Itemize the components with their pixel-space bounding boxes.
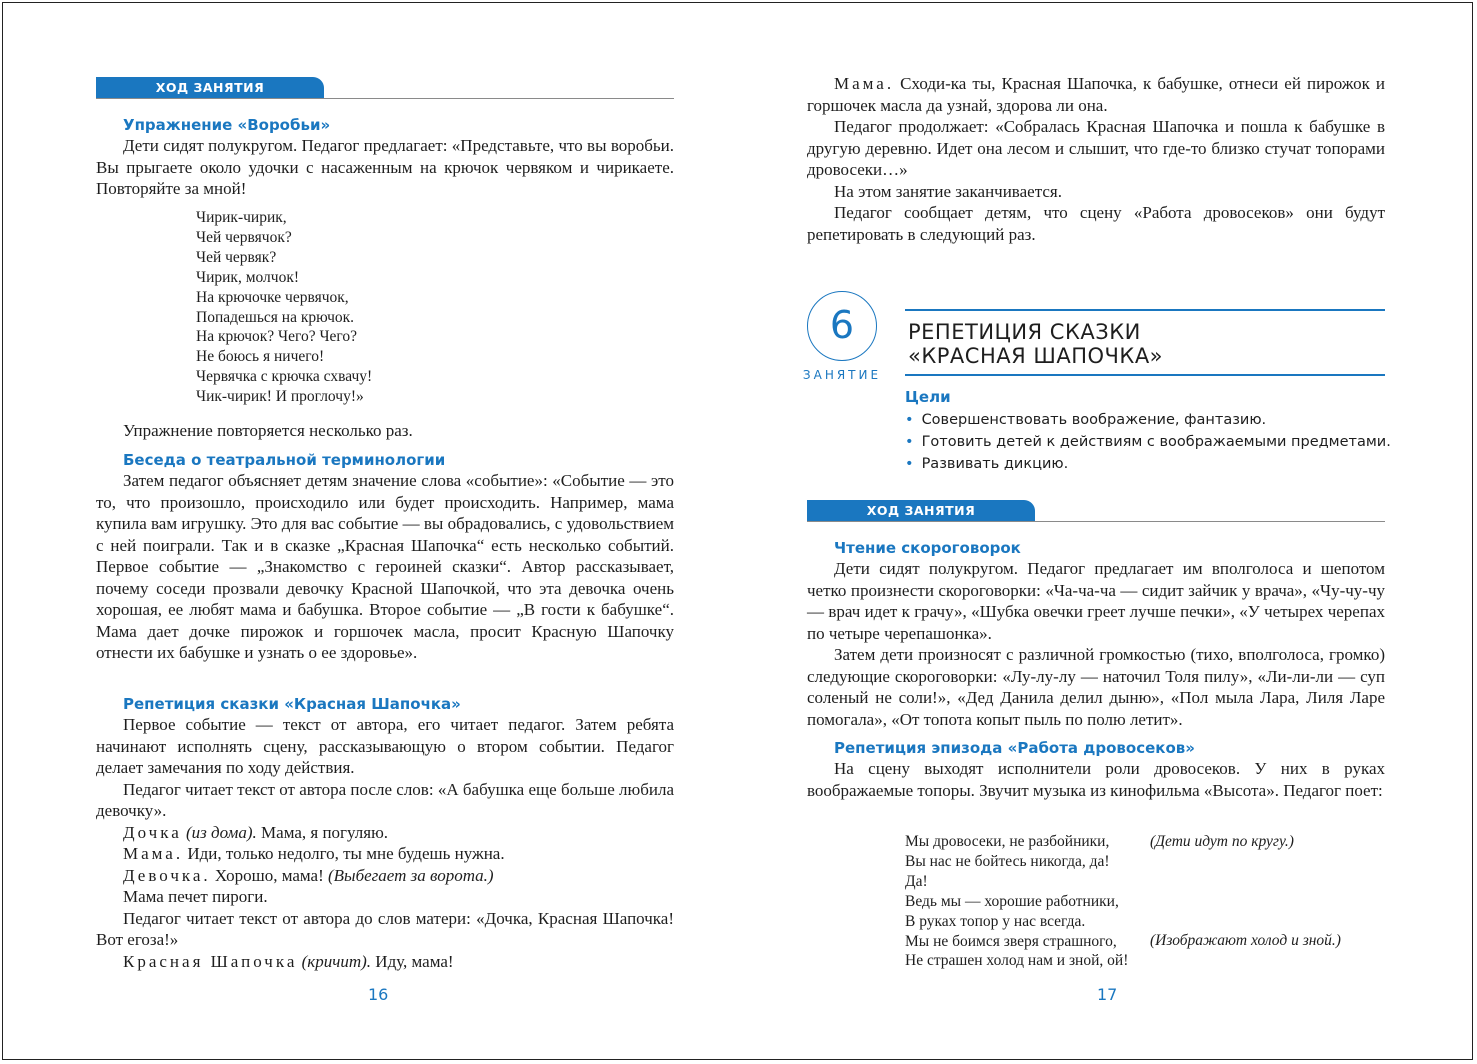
paragraph-text: На этом занятие заканчивается. — [834, 181, 1062, 201]
verse-line: Чирик, молчок! — [196, 268, 300, 286]
bullet-icon: • — [905, 412, 914, 428]
verse-line: Вы нас не бойтесь никогда, да! — [905, 852, 1110, 870]
goal-item — [905, 431, 1391, 453]
lesson-title-line: РЕПЕТИЦИЯ СКАЗКИ — [908, 320, 1141, 344]
paragraph-text: Мама печет пироги. — [123, 887, 268, 906]
paragraph — [96, 420, 674, 442]
exercise-title: Репетиция сказки «Красная Шапочка» — [123, 695, 461, 713]
dialogue-line — [807, 73, 1385, 116]
verse-line: Чей червяк? — [196, 248, 277, 266]
verse-line: Ведь мы — хорошие работники, — [905, 892, 1119, 910]
speaker-name: Красная Шапочка — [123, 951, 298, 971]
section-tab: ХОД ЗАНЯТИЯ — [96, 77, 324, 99]
verse-line: Попадешься на крючок. — [196, 308, 355, 326]
exercise-title: Чтение скороговорок — [834, 539, 1021, 557]
speaker-name: Мама. — [834, 74, 895, 93]
speaker-name: Девочка. — [123, 865, 211, 885]
poem — [196, 208, 372, 407]
line-text: Иди, только недолго, ты мне будешь нужна. — [187, 844, 505, 863]
paragraph-text: Дети сидят полукругом. Педагог предлагает: «Представьте, что вы воробьи. Вы прыгаете около удочки с насаженным на крючок червяком и чирикаете. Повторяйте за мной! — [96, 136, 674, 198]
stage-direction: (кричит). — [301, 951, 372, 971]
dialogue-line — [96, 843, 674, 865]
section-rule — [96, 98, 674, 99]
stage-direction: (Выбегает за ворота.) — [328, 865, 494, 885]
paragraph-text: Педагог продолжает: «Собралась Красная Шапочка и пошла к бабушке в другую деревню. Идет она лесом и слышит, что где-то близко стучат топорами дровосеки…» — [807, 117, 1385, 179]
section-rule — [807, 521, 1385, 522]
bullet-icon: • — [905, 434, 914, 450]
verse-line: Не страшен холод нам и зной, ой! — [905, 952, 1129, 970]
paragraph-text: Упражнение повторяется несколько раз. — [123, 421, 413, 440]
paragraph-text: Педагог читает текст от автора после слов: «А бабушка еще больше любила девочку». — [96, 779, 674, 820]
goal-text: Совершенствовать воображение, фантазию. — [921, 412, 1267, 428]
line-text: Иду, мама! — [375, 951, 454, 971]
exercise-title: Беседа о театральной терминологии — [123, 451, 446, 469]
verse-line: Чей червячок? — [196, 228, 292, 246]
verse-line: На крючок? Чего? Чего? — [196, 328, 358, 346]
bullet-icon: • — [905, 456, 914, 472]
goals-heading: Цели — [905, 388, 951, 406]
paragraph-text: Затем педагог объясняет детям значение слова «событие»: «Событие — это то, что произошло, происходило или будет происходить. Например, мама купила вам игрушку. Это для вас событие — вы обрадовались, с удовольствием с ней поиграли. Так и в сказке „Красная Шапочка“ есть несколько событий. Первое событие — „Знакомство с героиней сказки“. Автор рассказывает, почему соседи прозвали девочку Красной Шапочкой, что эта девочка очень хорошая, ее любят мама и бабушка. Второе событие — „В гости к бабушке“. Мама дает дочке пирожок и горшочек масла, просит Красную Шапочку отнести их бабушке и узнать о ее здоровье». — [96, 471, 674, 662]
goal-item — [905, 409, 1385, 431]
verse-line: Не боюсь я ничего! — [196, 348, 325, 366]
dialogue-line — [96, 822, 674, 844]
stage-direction: (Дети идут по кругу.) — [1150, 833, 1294, 850]
paragraph — [807, 558, 1385, 730]
title-rule-top — [905, 309, 1385, 311]
paragraph-text: Первое событие — текст от автора, его читает педагог. Затем ребята начинают исполнять сцену, рассказывающую о втором событии. Педагог делает замечания по ходу действия. — [96, 715, 674, 777]
verse-line: Мы дровосеки, не разбойники, — [905, 833, 1110, 850]
paragraph-text: Дети сидят полукругом. Педагог предлагает им вполголоса и шепотом четко произнести скороговорки: «Ча-ча-ча — сидит зайчик у врача», «Чу-чу-чу — врач идет к грачу», «Шубка овечки греет лучше печки», «У четырех черепах по четыре черепашонка». — [807, 559, 1385, 643]
verse-line: Чирик-чирик, — [196, 209, 287, 226]
lesson-number-badge: 6 — [807, 291, 877, 361]
goal-text: Развивать дикцию. — [921, 456, 1069, 472]
song — [905, 832, 1128, 971]
dialogue-line — [96, 865, 674, 887]
verse-line: Чик-чирик! И проглочу!» — [196, 388, 364, 406]
verse-line: Червячка с крючка схвачу! — [196, 368, 373, 386]
exercise-title: Упражнение «Воробьи» — [123, 116, 331, 134]
section-header — [96, 77, 674, 99]
dialogue-block — [807, 73, 1385, 245]
stage-direction: (Изображают холод и зной.) — [1150, 932, 1341, 949]
dialogue-block — [96, 714, 674, 972]
line-text: Мама, я погуляю. — [261, 822, 389, 842]
speaker-name: Мама. — [123, 844, 184, 863]
goals-list — [905, 409, 1391, 475]
verse-line: Да! — [905, 872, 928, 890]
paragraph — [96, 470, 674, 664]
paragraph-text: Затем дети произносят с различной громкостью (тихо, вполголоса, громко) следующие скороговорки: «Лу-лу-лу — наточил Толя пилу», «Ли-ли-ли — суп соленый не соли!», «Дед Данила делил дыню», «Пол мыла Лара, Лиля Ларе помогала», «От топота копыт пыль по полю летит». — [807, 645, 1385, 729]
paragraph-text: Педагог читает текст от автора до слов матери: «Дочка, Красная Шапочка! Вот егоза!» — [96, 908, 674, 949]
speaker-name: Дочка — [123, 822, 182, 842]
page-number: 16 — [368, 985, 389, 1004]
page-number: 17 — [1097, 985, 1118, 1004]
dialogue-line — [96, 951, 674, 973]
section-tab: ХОД ЗАНЯТИЯ — [807, 500, 1035, 522]
lesson-title — [908, 320, 1163, 368]
paragraph — [96, 135, 674, 200]
lesson-label: ЗАНЯТИЕ — [802, 368, 882, 382]
paragraph-text: Педагог сообщает детям, что сцену «Работа дровосеков» они будут репетировать в следующий раз. — [807, 203, 1385, 244]
section-header — [807, 500, 1385, 522]
goal-item — [905, 453, 1385, 475]
stage-direction: (из дома). — [186, 822, 257, 842]
title-rule-bottom — [905, 374, 1385, 376]
line-text: Сходи-ка ты, Красная Шапочка, к бабушке, отнеси ей пирожок и горшочек масла да узнай, здорова ли она. — [807, 74, 1386, 115]
verse-line: На крючочке червячок, — [196, 288, 349, 306]
verse-line: В руках топор у нас всегда. — [905, 912, 1086, 930]
line-text: Хорошо, мама! — [214, 865, 324, 885]
verse-line: Мы не боимся зверя страшного, — [905, 932, 1117, 950]
paragraph — [807, 758, 1385, 801]
lesson-title-line: «КРАСНАЯ ШАПОЧКА» — [908, 344, 1164, 368]
goal-text: Готовить детей к действиям с воображаемыми предметами. — [921, 434, 1391, 450]
paragraph-text: На сцену выходят исполнители роли дровосеков. У них в руках воображаемые топоры. Звучит музыка из кинофильма «Высота». Педагог поет: — [807, 759, 1385, 800]
exercise-title: Репетиция эпизода «Работа дровосеков» — [834, 739, 1195, 757]
